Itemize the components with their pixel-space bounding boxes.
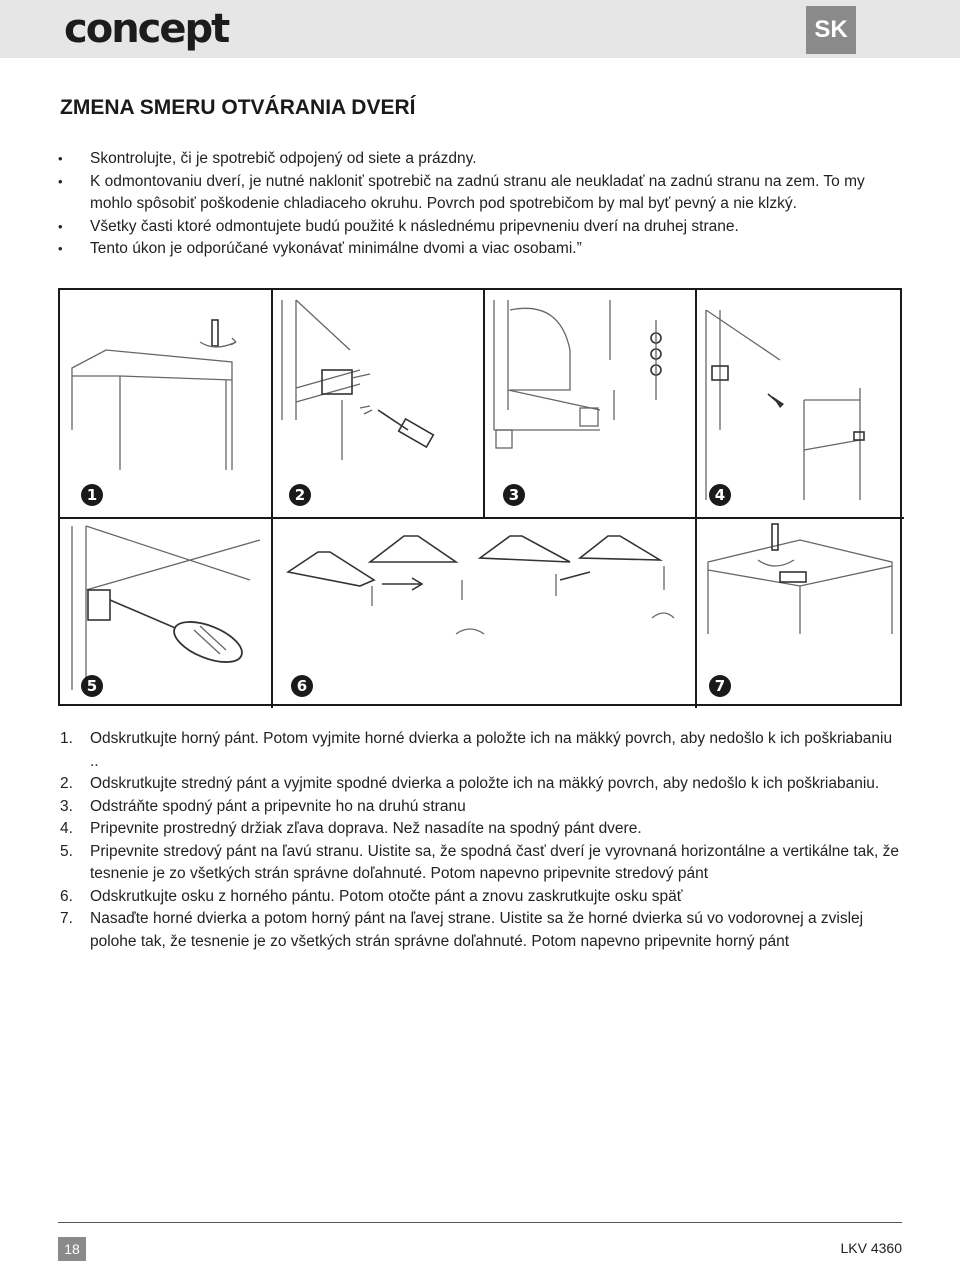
panel-number: 2	[294, 486, 306, 504]
door-reversal-illustration	[58, 288, 902, 706]
panel-number: 5	[86, 677, 98, 695]
panel-6-drawing	[288, 536, 674, 634]
panel-badge-4	[709, 484, 731, 506]
panel-badge-7	[709, 675, 731, 697]
panel-number: 7	[714, 677, 726, 695]
step-number: 5.	[60, 842, 73, 860]
panel-1-drawing	[72, 320, 236, 470]
panel-3-drawing	[494, 300, 661, 448]
step-number: 2.	[60, 775, 73, 792]
step-number: 1.	[60, 730, 73, 747]
panel-badge-3	[503, 484, 525, 506]
step-text: Odskrutkujte horný pánt. Potom vyjmite horné dvierka a položte ich na mäkký povrch, aby nedošlo k ich poškriabaniu ..	[90, 730, 893, 770]
list-item: • Všetky časti ktoré odmontujete budú použité k následnému pripevneniu dverí na druhej strane.	[58, 216, 888, 239]
panel-number: 6	[296, 677, 308, 695]
list-item	[58, 773, 903, 796]
list-item	[58, 886, 903, 909]
step-number: 7.	[60, 910, 73, 927]
panel-4-drawing	[706, 310, 864, 500]
step-text: Pripevnite stredový pánt na ľavú stranu. Uistite sa, že spodná časť dverí je vyrovnaná horizontálne a vertikálne tak, že tesnenie je zo všetkých strán správne doľahnuté. Potom napevno pripevnite stredový pánt	[90, 842, 900, 882]
panel-7-drawing	[708, 524, 892, 634]
footer-divider	[58, 1222, 902, 1223]
list-item	[58, 818, 903, 841]
step-number: 3.	[60, 797, 73, 815]
panel-badge-6	[291, 675, 313, 697]
list-item	[58, 841, 903, 886]
panel-badge-1	[81, 484, 103, 506]
language-badge: SK	[806, 6, 856, 54]
panel-badge-2	[289, 484, 311, 506]
list-item	[58, 796, 903, 819]
list-item: • Skontrolujte, či je spotrebič odpojený od siete a prázdny.	[58, 148, 888, 171]
list-item: • Tento úkon je odporúčané vykonávať minimálne dvomi a viac osobami.”	[58, 238, 888, 261]
list-item: • K odmontovaniu dverí, je nutné nakloniť spotrebič na zadnú stranu ale neukladať na zadnú stranu na zem. To my mohlo spôsobiť poškodenie chladiaceho okruhu. Povrch pod spotrebičom by mal byť pevný a nie klzký.	[58, 171, 888, 216]
step-number: 6.	[60, 887, 73, 905]
step-text: Odskrutkujte osku z horného pántu. Potom otočte pánt a znovu zaskrutkujte osku späť	[90, 887, 683, 905]
step-text: Odskrutkujte stredný pánt a vyjmite spodné dvierka a položte ich na mäkký povrch, aby nedošlo k ich poškriabaniu.	[90, 775, 880, 792]
precautions-list	[58, 148, 888, 261]
brand-logo: concept	[64, 6, 229, 52]
list-item	[58, 728, 903, 773]
panel-5-drawing	[72, 526, 260, 690]
page-header	[0, 0, 960, 58]
list-item	[58, 908, 903, 953]
step-text: Odstráňte spodný pánt a pripevnite ho na druhú stranu	[90, 797, 466, 815]
section-title: ZMENA SMERU OTVÁRANIA DVERÍ	[60, 96, 416, 119]
panel-number: 3	[508, 486, 520, 504]
page-number: 18	[58, 1237, 86, 1261]
panel-2-drawing	[282, 300, 433, 460]
model-number: LKV 4360	[840, 1240, 902, 1256]
instruction-steps	[58, 728, 903, 953]
panel-number: 1	[86, 486, 98, 504]
step-text: Pripevnite prostredný držiak zľava doprava. Než nasadíte na spodný pánt dvere.	[90, 820, 642, 837]
illustration-panels	[60, 290, 904, 708]
step-number: 4.	[60, 820, 73, 837]
panel-badge-5	[81, 675, 103, 697]
step-text: Nasaďte horné dvierka a potom horný pánt na ľavej strane. Uistite sa že horné dvierka sú vo vodorovnej a zvislej polohe tak, že tesnenie je zo všetkých strán správne doľahnuté. Potom napevno pripevnite horný pánt	[90, 910, 864, 950]
panel-number: 4	[714, 486, 726, 504]
